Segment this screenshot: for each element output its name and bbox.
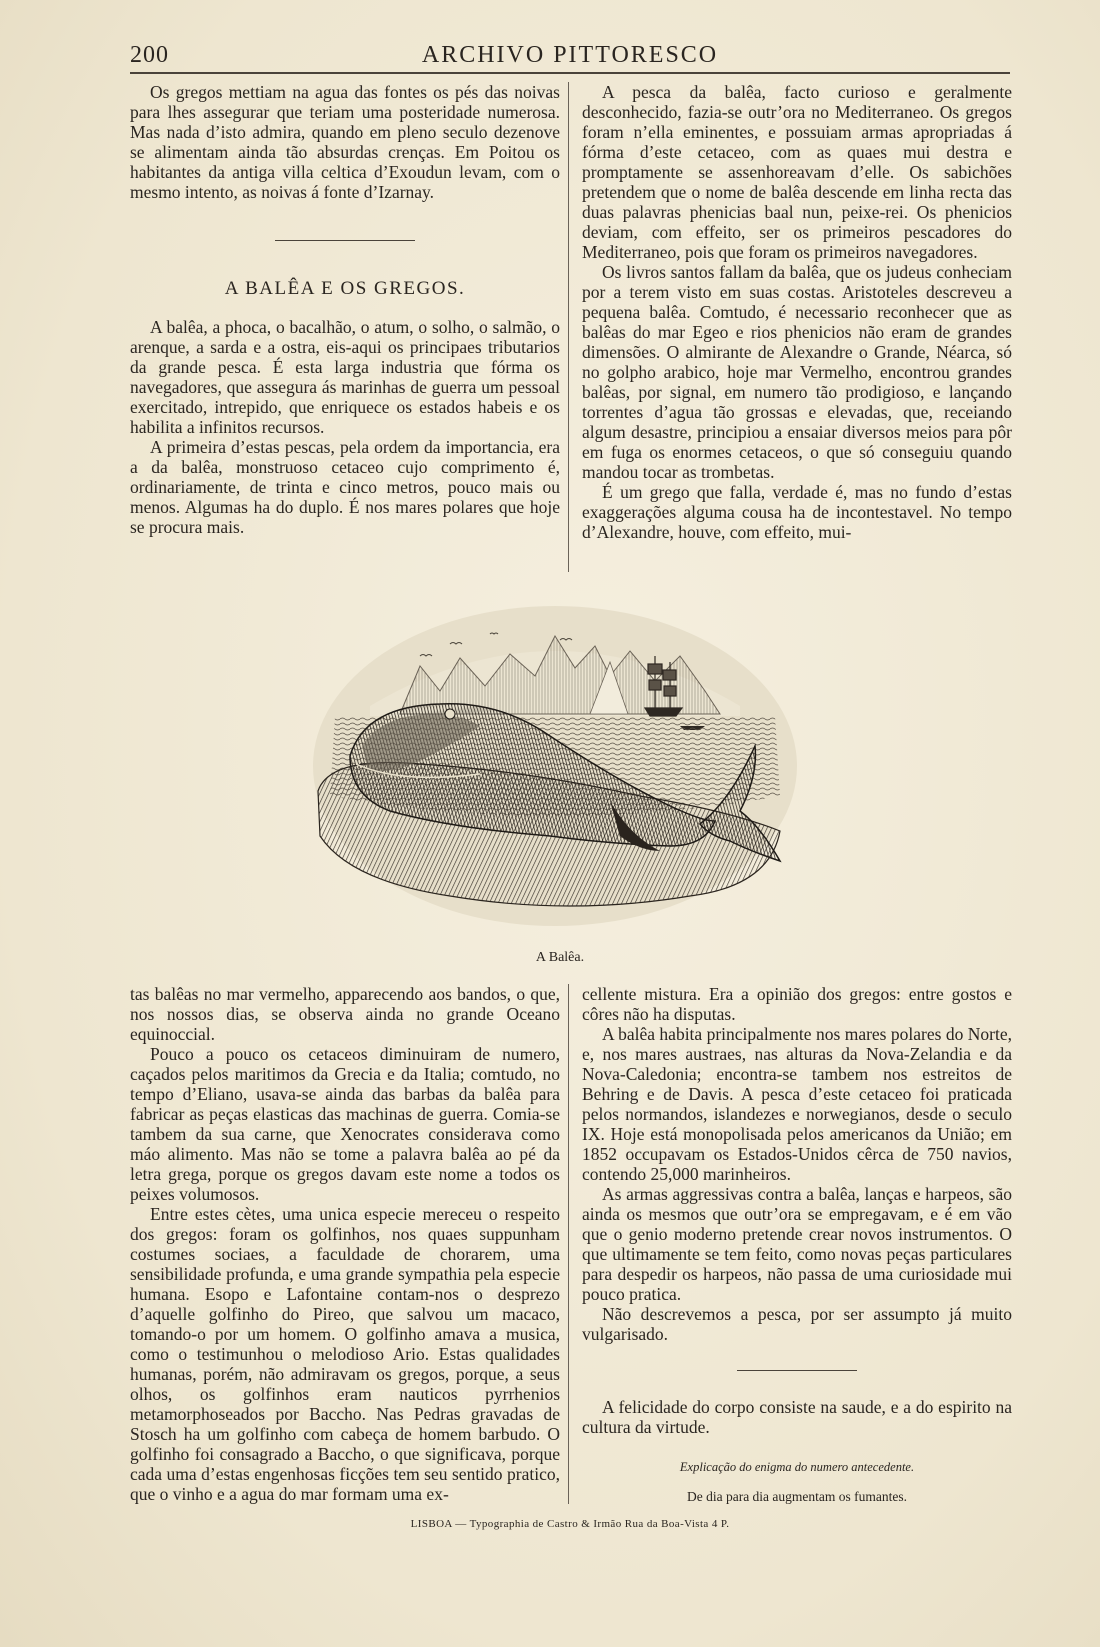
bottom-left-column — [130, 984, 560, 1504]
whale-engraving — [310, 596, 800, 926]
column-rule-top — [568, 82, 569, 572]
column-rule-bottom — [568, 984, 569, 1504]
maxim: A felicidade do corpo consiste na saude, e a do espirito na cultura da virtude. — [582, 1397, 1012, 1437]
section-separator — [737, 1370, 857, 1371]
page-header — [130, 38, 1010, 74]
section-separator — [275, 240, 415, 241]
top-left-column — [130, 82, 560, 537]
imprint-footer: LISBOA — Typographia de Castro & Irmão Rua da Boa-Vista 4 P. — [410, 1518, 730, 1530]
enigma-title: Explicação do enigma do numero antecedente. — [679, 1460, 915, 1474]
paragraph: Não descrevemos a pesca, por ser assumpto já muito vulgarisado. — [582, 1304, 1012, 1344]
paragraph: Entre estes cètes, uma unica especie mereceu o respeito dos gregos: foram os golfinhos, nos quaes suppunham costumes sociaes, a faculdade de chorarem, uma sensibilidade profunda, e uma grande sympathia pela especie humana. Esopo e Lafontaine contam-nos o desprezo d’aquelle golfinho do Pireo, que salvou um macaco, tomando-o por um homem. O golfinho amava a musica, como o testimunhou o melodioso Ario. Estas qualidades humanas, porém, não admiravam os gregos, porque, a seus olhos, os golfinhos eram nauticos pyrrhenios metamorphoseados por Baccho. Nas Pedras gravadas de Stosch ha um golfinho com cabeça de homem barbudo. O golfinho foi consagrado a Baccho, o que significava, porque cada uma d’estas engenhosas ficções tem seu sentido pratico, que o vinho e a agua do mar formam uma ex- — [130, 1204, 560, 1504]
paragraph: cellente mistura. Era a opinião dos gregos: entre gostos e côres não ha disputas. — [582, 984, 1012, 1024]
paragraph: Os livros santos fallam da balêa, que os judeus conheciam por a terem visto em suas costas. Aristoteles descreveu a pequena balêa. Comtudo, é necessario reconhecer que as balêas do mar Egeo e rios phenicios não eram de grandes dimensões. O almirante de Alexandre o Grande, Néarca, só no golpho arabico, hoje mar Vermelho, encontrou grandes balêas, por signal, em numero tão prodigioso, e lançando torrentes d’agua tão grossas e elevadas, que, receiando algum desastre, principiou a ensaiar diversos meios para pôr em fuga os enormes cetaceos, o que só conseguiu quando mandou tocar as trombetas. — [582, 262, 1012, 482]
whale-illustration — [310, 596, 800, 926]
bottom-right-column — [582, 984, 1012, 1507]
page-number: 200 — [130, 42, 169, 68]
paragraph: A primeira d’estas pescas, pela ordem da importancia, era a da balêa, monstruoso cetaceo cujo comprimento é, ordinariamente, de trinta e cinco metros, pouco mais ou menos. Algumas ha do duplo. É nos mares polares que hoje se procura mais. — [130, 437, 560, 537]
paragraph: A balêa, a phoca, o bacalhão, o atum, o solho, o salmão, o arenque, a sarda e a ostra, eis-aqui os principaes tributarios da grande pesca. É esta larga industria que fórma os navegadores, que assegura ás marinhas de guerra um pessoal exercitado, intrepido, que enriquece os estados habeis e os habilita a infinitos recursos. — [130, 317, 560, 437]
top-right-column — [582, 82, 1012, 542]
paragraph: Pouco a pouco os cetaceos diminuiram de numero, caçados pelos maritimos da Grecia e da Italia; comtudo, no tempo d’Eliano, usava-se ainda das barbas da balêa para fabricar as peças elasticas das machinas de guerra. Comia-se tambem da sua carne, que Xenocrates considerava como máo alimento. Mas não se tome a palavra balêa ao pé da letra grega, porque os gregos davam este nome a todos os peixes volumosos. — [130, 1044, 560, 1204]
paragraph: A pesca da balêa, facto curioso e geralmente desconhecido, fazia-se outr’ora no Mediterraneo. Os gregos foram n’ella eminentes, e possuiam armas apropriadas á fórma d’este cetaceo, com as quaes mui destra e promptamente se assenhoreavam d’elle. Os sabichões pretendem que o nome de balêa descende em linha recta das duas palavras phenicias baal nun, peixe-rei. Os phenicios deviam, com effeito, ser os primeiros pescadores do Mediterraneo, pois que foram os primeiros navegadores. — [582, 82, 1012, 262]
paragraph: As armas aggressivas contra a balêa, lanças e harpeos, são ainda os mesmos que outr’ora se empregavam, e é em vão que o genio moderno pretende crear novos instrumentos. O que ultimamente se tem feito, como novas peças particulares para despedir os harpeos, não passa de uma curiosidade mui pouco pratica. — [582, 1184, 1012, 1304]
paragraph: É um grego que falla, verdade é, mas no fundo d’estas exaggerações alguma cousa ha de incontestavel. No tempo d’Alexandre, houve, com effeito, mui- — [582, 482, 1012, 542]
paragraph: A balêa habita principalmente nos mares polares do Norte, e, nos mares austraes, nas alturas da Nova-Zelandia e da Nova-Caledonia; encontra-se tambem nos estreitos de Behring e de Davis. A pesca d’este cetaceo foi praticada pelos normandos, islandezes e norwegianos, desde o seculo IX. Hoje está monopolisada pelos americanos da União; em 1852 occupavam os Estados-Unidos cêrca de 750 navios, contendo 25,000 marinheiros. — [582, 1024, 1012, 1184]
figure-caption: A Balêa. — [535, 950, 585, 965]
section-title: A BALÊA E OS GREGOS. — [224, 278, 466, 299]
running-head: ARCHIVO PITTORESCO — [421, 42, 719, 68]
paragraph: tas balêas no mar vermelho, apparecendo aos bandos, o que, nos nossos dias, se observa ainda no grande Oceano equinoccial. — [130, 984, 560, 1044]
intro-paragraph: Os gregos mettiam na agua das fontes os pés das noivas para lhes assegurar que teriam uma posteridade numerosa. Mas nada d’isto admira, quando em pleno seculo dezenove se alimentam ainda tão absurdas crenças. Em Poitou os habitantes da antiga villa celtica d’Exoudun levam, com o mesmo intento, as noivas á fonte d’Izarnay. — [130, 82, 560, 202]
enigma-answer: De dia para dia augmentam os fumantes. — [686, 1489, 908, 1504]
